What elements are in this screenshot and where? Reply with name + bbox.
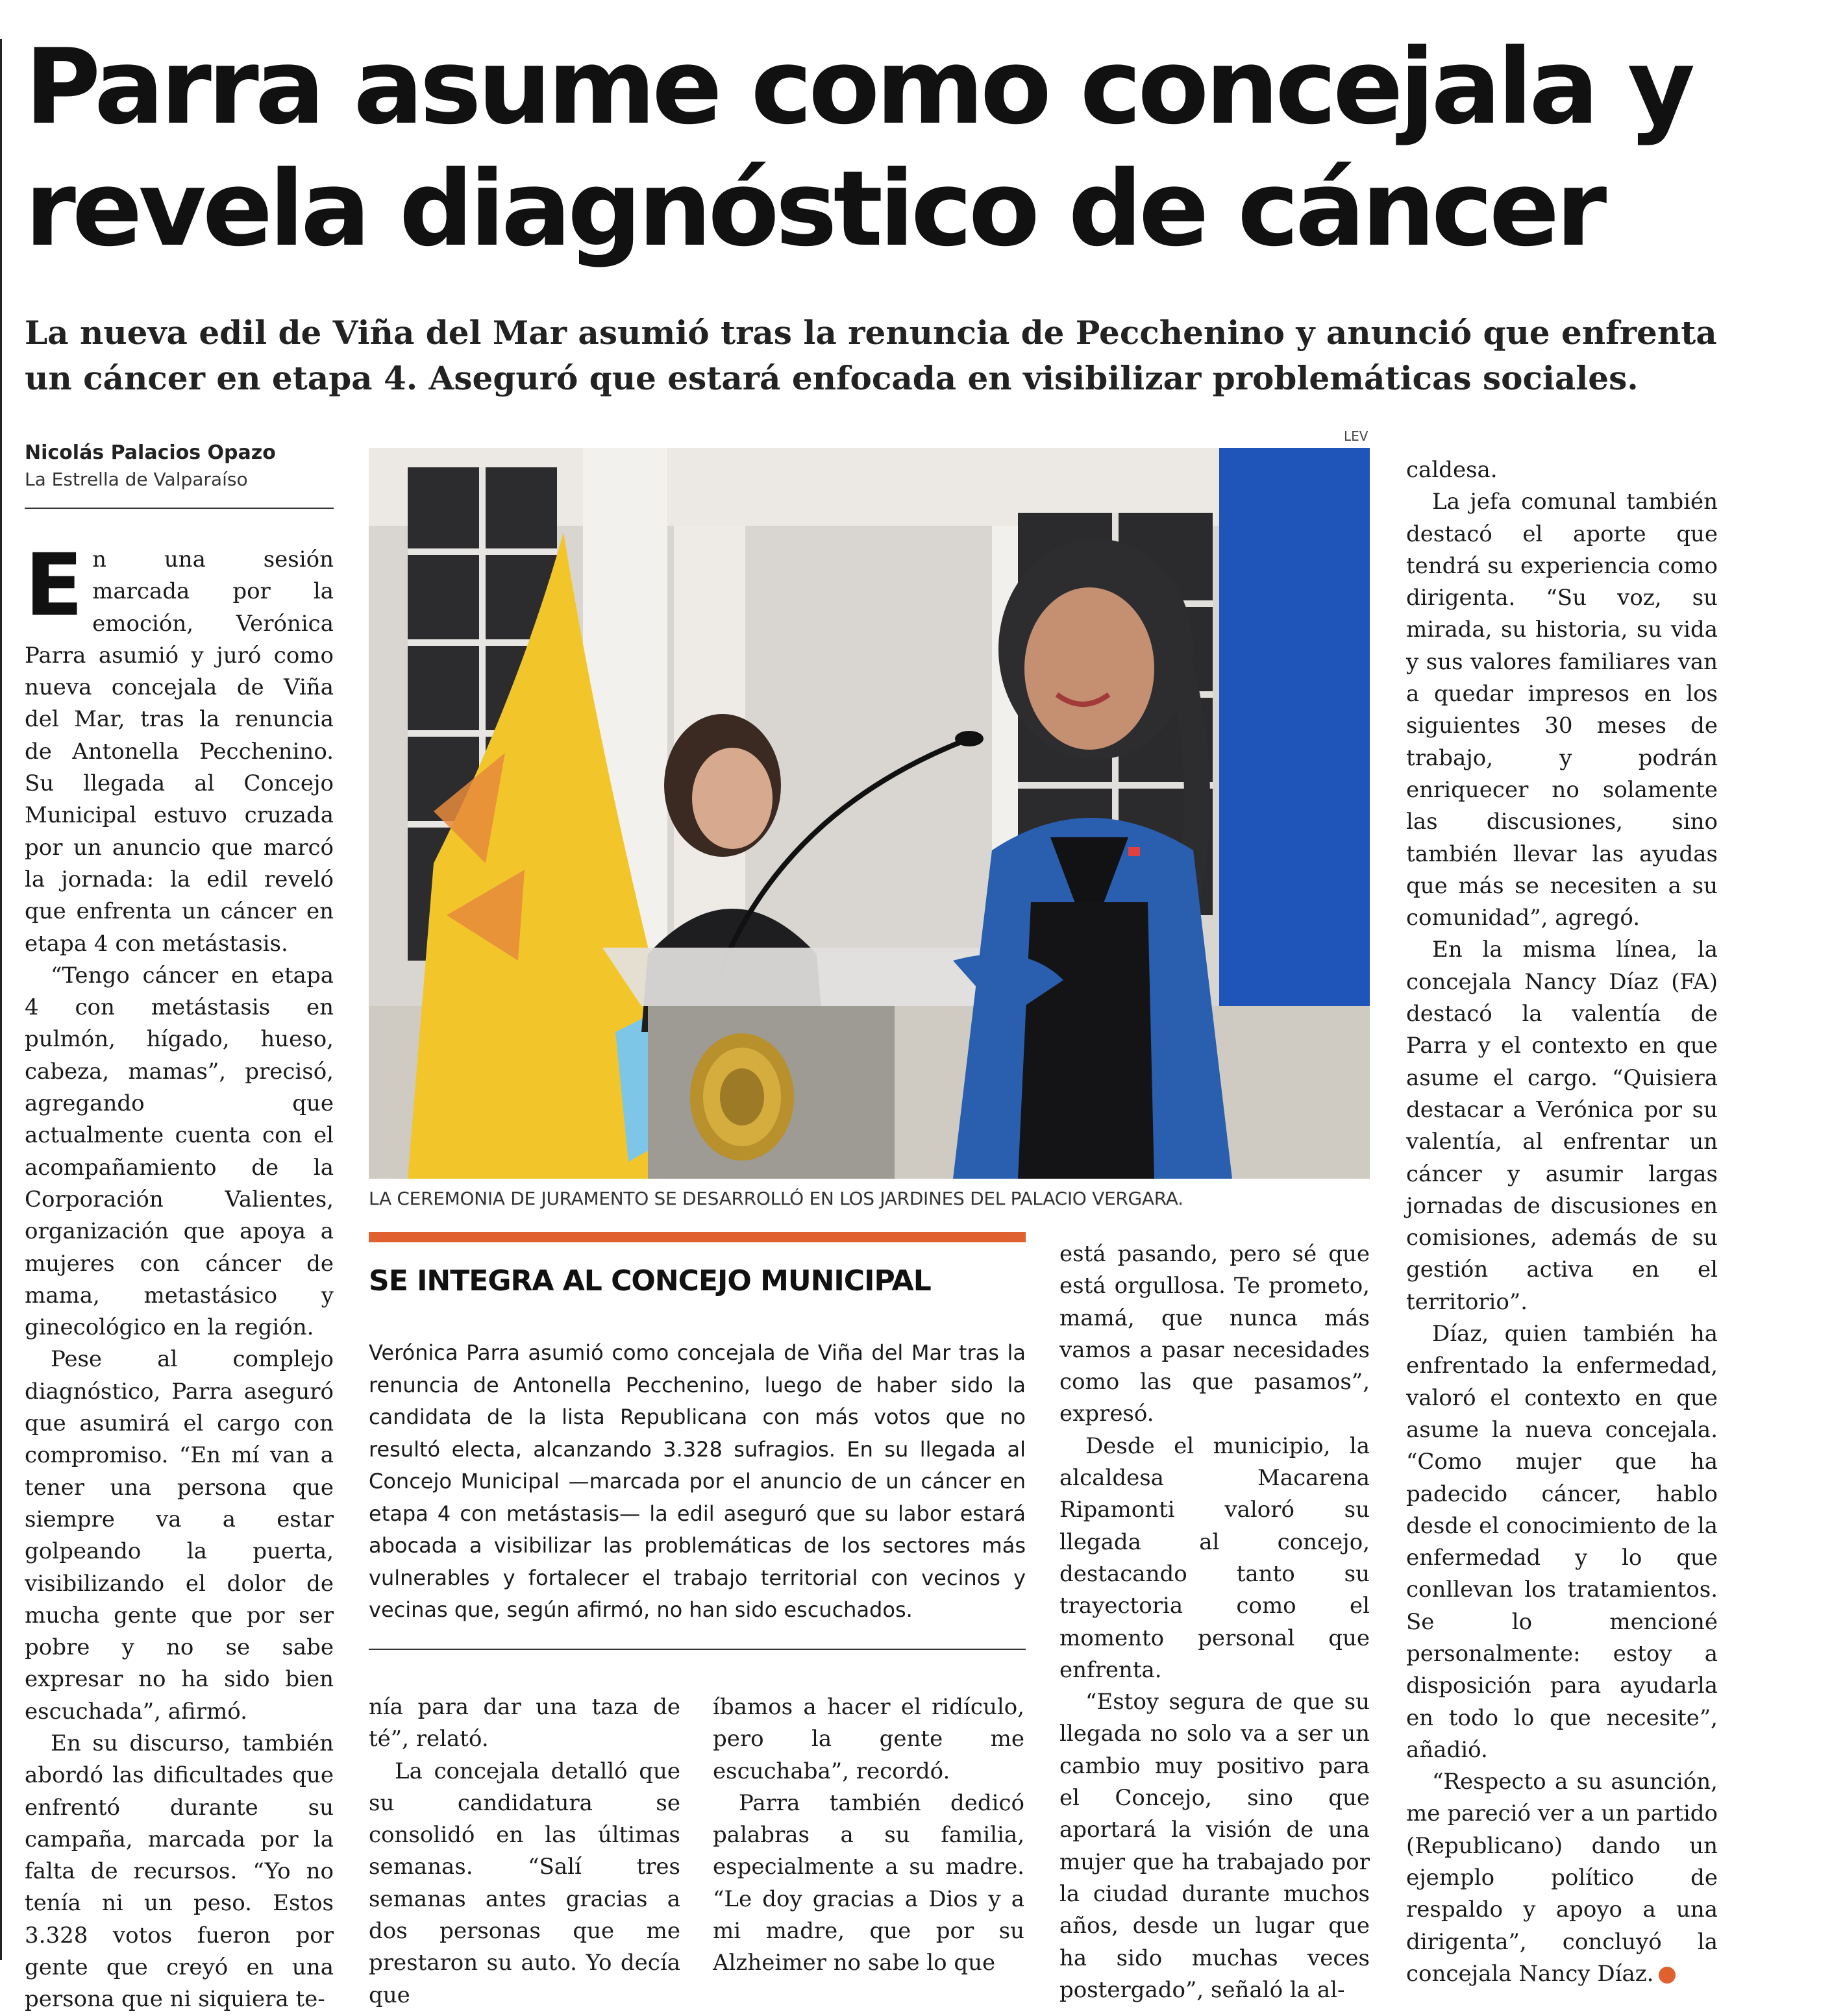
ceremony-photo	[369, 448, 1370, 1179]
lead-paragraph	[25, 535, 334, 960]
subheadline: La nueva edil de Viña del Mar asumió tras la renuncia de Pecchenino y anunció que enfrenta un cáncer en etapa 4. Aseguró que estará enfocada en visibilizar problemáticas sociales.	[25, 313, 1717, 397]
paragraph: En la misma línea, la concejala Nancy Díaz (FA) destacó la valentía de Parra y el contexto en que asume el cargo. “Quisiera destacar a Verónica por su valentía, al enfrentar un cáncer y asumir largas jornadas de discusiones en comisiones, además de su gestión activa en el territorio”.	[1406, 937, 1718, 1315]
paragraph: Desde el municipio, la alcaldesa Macarena Ripamonti valoró su llegada al concejo, destacando tanto su trayectoria como el momento personal que enfrenta.	[1059, 1432, 1370, 1683]
paragraph: está pasando, pero sé que está orgullosa. Te prometo, mamá, que nunca más vamos a pasar necesidades como las que pasamos”, expresó.	[1059, 1241, 1370, 1427]
byline-publication: La Estrella de Valparaíso	[25, 469, 248, 490]
paragraph: Pese al complejo diagnóstico, Parra aseguró que asumirá el cargo con compromiso. “En mí van a tener una persona que siempre va a estar golpeando la puerta, visibilizando el dolor de mucha gente que por ser pobre y no se sabe expresar no ha sido bien escuchada”, afirmó.	[25, 1346, 334, 1725]
paragraph: “Tengo cáncer en etapa 4 con metástasis en pulmón, hígado, hueso, cabeza, mamas”, precisó, agregando que actualmente cuenta con el acompañamiento de la Corporación Valientes, organización que apoya a mujeres con cáncer de mama, metastásico y ginecológico en la región.	[25, 962, 334, 1341]
lead-text: n una sesión marcada por la emoción, Verónica Parra asumió y juró como nueva concejala de Viña del Mar, tras la renuncia de Antonella Pecchenino. Su llegada al Concejo Municipal estuvo cruzada por un anuncio que marcó la jornada: la edil reveló que enfrenta un cáncer en etapa 4 con metástasis.	[25, 547, 334, 957]
end-of-article-icon: ✪	[1659, 1967, 1676, 1984]
paragraph: caldesa.	[1406, 457, 1498, 483]
sidebar-bottom-rule	[369, 1649, 1026, 1650]
photo-caption: LA CEREMONIA DE JURAMENTO SE DESARROLLÓ EN LOS JARDINES DEL PALACIO VERGARA.	[369, 1188, 1183, 1209]
article-column-5	[1406, 454, 1718, 1987]
byline-author: Nicolás Palacios Opazo	[25, 441, 276, 464]
paragraph: nía para dar una taza de té”, relató.	[369, 1694, 680, 1752]
headline: Parra asume como concejala y revela diagnóstico de cáncer	[25, 26, 1692, 269]
sidebar-accent-bar	[369, 1232, 1026, 1242]
article-column-3	[713, 1691, 1024, 1976]
paragraph: La jefa comunal también destacó el aporte que tendrá su experiencia como dirigenta. “Su voz, su mirada, su historia, su vida y sus valores familiares van a quedar impresos en los siguientes 30 meses de trabajo, y podrán enriquecer no solamente las discusiones, sino también llevar las ayudas que más se necesiten a su comunidad”, agregó.	[1406, 489, 1718, 931]
paragraph: Díaz, quien también ha enfrentado la enfermedad, valoró el contexto en que asume la nueva concejala. “Como mujer que ha padecido cáncer, hablo desde el conocimiento de la enfermedad y lo que conllevan los tratamientos. Se lo mencioné personalmente: estoy a disposición para ayudarla en todo lo que necesite”, añadió.	[1406, 1321, 1718, 1763]
paragraph: “Estoy segura de que su llegada no solo va a ser un cambio muy positivo para el Concejo, sino que aportará la visión de una mujer que ha trabajado por la ciudad durante muchos años, desde un lugar que ha sido muchas veces postergado”, señaló la al-	[1059, 1689, 1370, 2003]
final-paragraph	[1406, 1766, 1718, 1990]
drop-cap: E	[25, 535, 84, 635]
photo-credit: LEV	[1344, 428, 1368, 444]
paragraph: Parra también dedicó palabras a su familia, especialmente a su madre. “Le doy gracias a Dios y a mi madre, que por su Alzheimer no sabe lo que	[713, 1789, 1024, 1976]
ceremony-illustration	[369, 448, 1370, 1179]
article-column-4	[1059, 1238, 1370, 2003]
paragraph: En su discurso, también abordó las dificultades que enfrentó durante su campaña, marcada por la falta de recursos. “Yo no tenía ni un peso. Estos 3.328 votos fueron por gente que creyó en una persona que ni siquiera te-	[25, 1730, 334, 2013]
left-margin-rule	[0, 39, 2, 1960]
final-text: “Respecto a su asunción, me pareció ver a un partido (Republicano) dando un ejemplo político de respaldo y apoyo a una dirigenta”, concluyó la concejala Nancy Díaz.	[1406, 1769, 1718, 1987]
byline-divider	[25, 508, 334, 509]
paragraph: La concejala detalló que su candidatura se consolidó en las últimas semanas. “Salí tres semanas antes gracias a dos personas que me prestaron su auto. Yo decía que	[369, 1758, 680, 2008]
paragraph: íbamos a hacer el ridículo, pero la gente me escuchaba”, recordó.	[713, 1694, 1024, 1784]
sidebar-text: Verónica Parra asumió como concejala de Viña del Mar tras la renuncia de Antonella Pecchenino, luego de haber sido la candidata de la lista Republicana con más votos que no resultó electa, alcanzando 3.328 sufragios. En su llegada al Concejo Municipal —marcada por el anuncio de un cáncer en etapa 4 con metástasis— la edil aseguró que su labor estará abocada a visibilizar las problemáticas de los sectores más vulnerables y fortalecer el trabajo territorial con vecinos y vecinas que, según afirmó, no han sido escuchados.	[369, 1340, 1026, 1622]
article-column-2	[369, 1691, 680, 2008]
article-column-1	[25, 535, 334, 2013]
sidebar-title: SE INTEGRA AL CONCEJO MUNICIPAL	[369, 1264, 931, 1297]
